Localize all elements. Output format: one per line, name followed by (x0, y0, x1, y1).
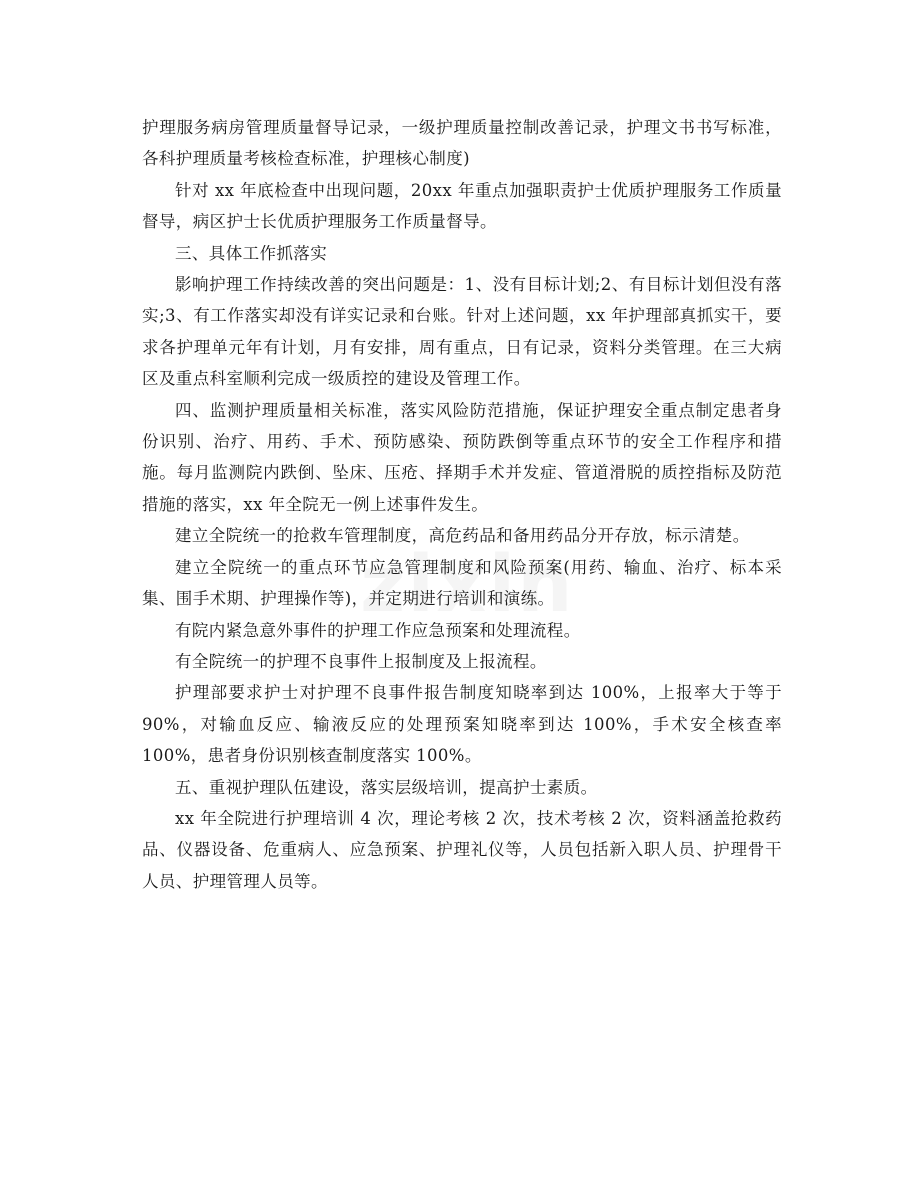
paragraph-1: 护理服务病房管理质量督导记录，一级护理质量控制改善记录，护理文书书写标准，各科护理质量考核检查标准，护理核心制度) (142, 118, 782, 169)
section-heading-4: 四、监测护理质量相关标准，落实风险防范措施，保证护理安全重点制定患者身份识别、治疗、用药、手术、预防感染、预防跌倒等重点环节的安全工作程序和措施。每月监测院内跌倒、坠床、压疮、择期手术并发症、管道滑脱的质控指标及防范措施的落实，xx 年全院无一例上述事件发生。 (142, 400, 782, 514)
document-body (142, 112, 782, 897)
paragraph-6: 建立全院统一的抢救车管理制度，高危药品和备用药品分开存放，标示清楚。 (175, 526, 750, 546)
paragraph-9: 有全院统一的护理不良事件上报制度及上报流程。 (175, 651, 547, 671)
paragraph-4: 影响护理工作持续改善的突出问题是：1、没有目标计划;2、有目标计划但没有落实;3、有工作落实却没有详实记录和台账。针对上述问题，xx 年护理部真抓实干，要求各护理单元年有计划，月有安排，周有重点，日有记录，资料分类管理。在三大病区及重点科室顺利完成一级质控的建设及管理工作。 (142, 275, 782, 389)
paragraph-2: 针对 xx 年底检查中出现问题，20xx 年重点加强职责护士优质护理服务工作质量督导，病区护士长优质护理服务工作质量督导。 (142, 180, 782, 232)
section-heading-5: 五、重视护理队伍建设，落实层级培训，提高护士素质。 (175, 777, 598, 797)
paragraph-12: xx 年全院进行护理培训 4 次，理论考核 2 次，技术考核 2 次，资料涵盖抢救药品、仪器设备、危重病人、应急预案、护理礼仪等，人员包括新入职人员、护理骨干人员、护理管理人员等。 (142, 808, 782, 891)
paragraph-10: 护理部要求护士对护理不良事件报告制度知晓率到达 100%，上报率大于等于 90%，对输血反应、输液反应的处理预案知晓率到达 100%，手术安全核查率 100%，患者身份识别核查制度落实 100%。 (142, 683, 782, 766)
section-heading-3: 三、具体工作抓落实 (175, 243, 328, 263)
paragraph-7: 建立全院统一的重点环节应急管理制度和风险预案(用药、输血、治疗、标本采集、围手术期、护理操作等)，并定期进行培训和演练。 (142, 557, 782, 609)
paragraph-8: 有院内紧急意外事件的护理工作应急预案和处理流程。 (175, 620, 581, 640)
